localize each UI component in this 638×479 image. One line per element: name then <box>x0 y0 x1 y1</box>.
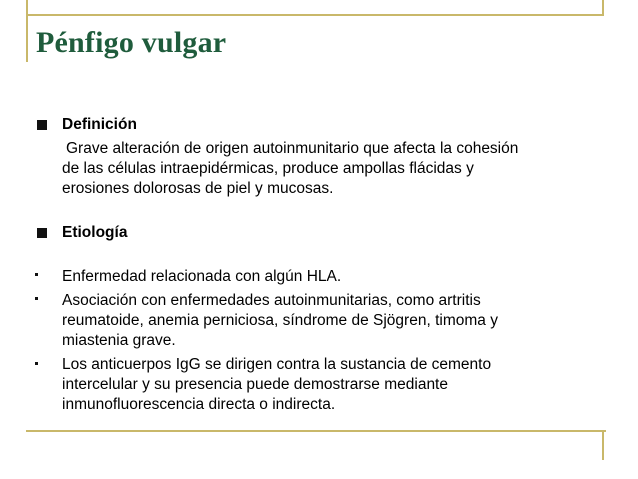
slide-title: Pénfigo vulgar <box>36 26 227 59</box>
frame-bottom-line <box>26 430 606 432</box>
definition-line: Grave alteración de origen autoinmunitario que afecta la cohesión <box>66 140 519 157</box>
etiology-item-line: miastenia grave. <box>62 332 176 349</box>
etiology-item-line: intercelular y su presencia puede demostrarse mediante <box>62 376 448 393</box>
definition-heading: Definición <box>62 116 137 133</box>
etiology-item-line: Asociación con enfermedades autoinmunitarias, como artritis <box>62 292 481 309</box>
bullet-dot-icon <box>35 273 38 276</box>
etiology-item-line: inmunofluorescencia directa o indirecta. <box>62 396 336 413</box>
etiology-item-line: Enfermedad relacionada con algún HLA. <box>62 268 342 285</box>
etiology-heading: Etiología <box>62 224 128 241</box>
frame-bottom-right-line <box>602 430 604 460</box>
bullet-dot-icon <box>35 362 38 365</box>
bullet-square-icon <box>37 120 47 130</box>
definition-line: erosiones dolorosas de piel y mucosas. <box>62 180 334 197</box>
etiology-item-line: Los anticuerpos IgG se dirigen contra la sustancia de cemento <box>62 356 492 373</box>
etiology-item-line: reumatoide, anemia perniciosa, síndrome de Sjögren, timoma y <box>62 312 498 329</box>
frame-top-line <box>26 14 604 16</box>
frame-left-line <box>26 0 28 62</box>
bullet-square-icon <box>37 228 47 238</box>
definition-line: de las células intraepidérmicas, produce ampollas flácidas y <box>62 160 474 177</box>
bullet-dot-icon <box>35 297 38 300</box>
frame-right-line <box>602 0 604 14</box>
